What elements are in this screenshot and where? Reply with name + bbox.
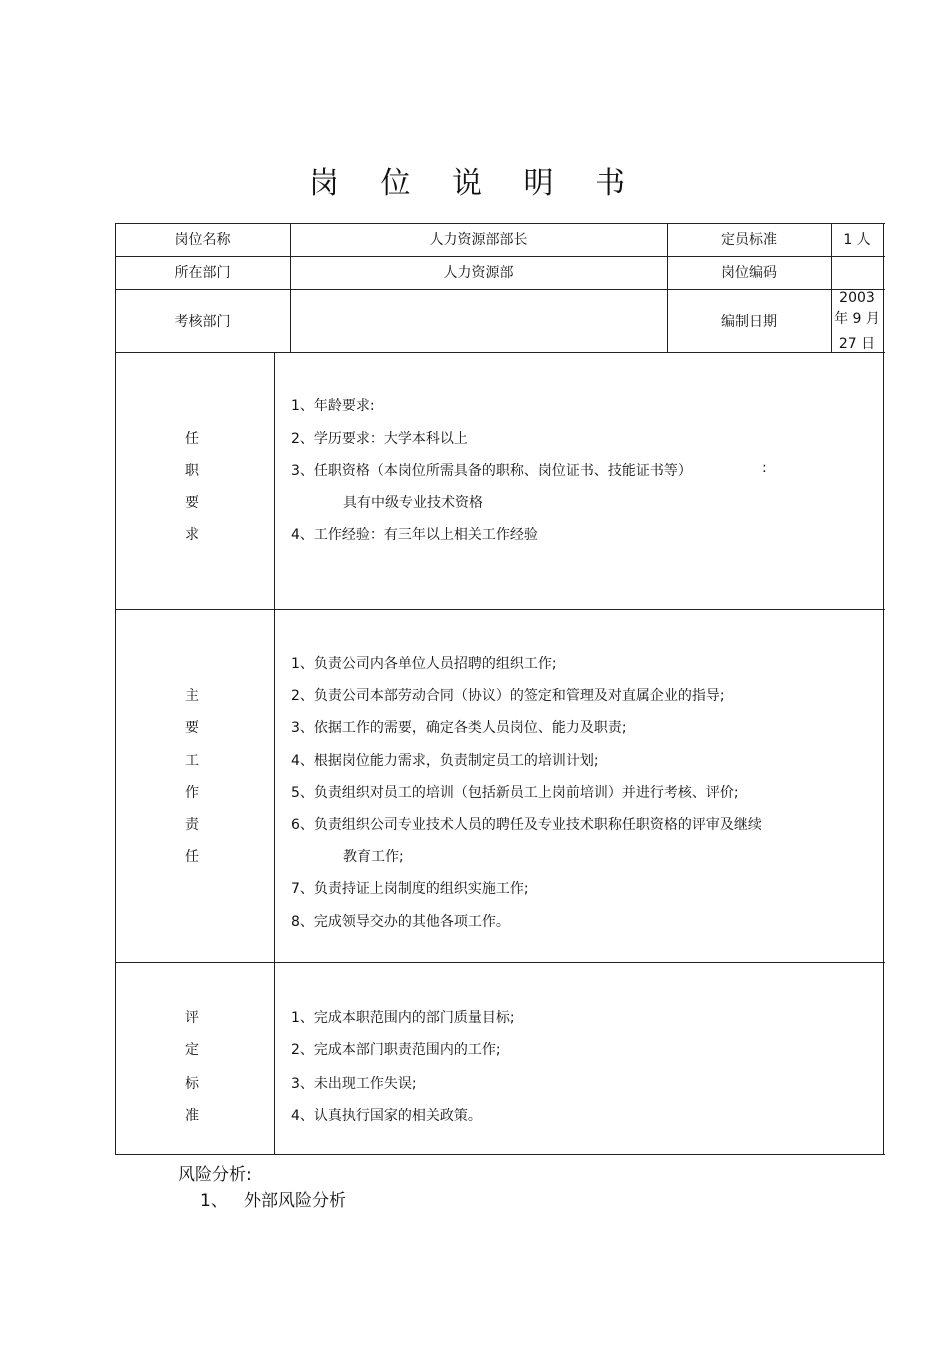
label-position-code: 岗位编码 — [721, 265, 777, 281]
label-char: 定 — [185, 1042, 199, 1058]
label-char: 任 — [185, 849, 199, 865]
label-char: 准 — [185, 1108, 199, 1124]
risk-subheading-text: 外部风险分析 — [244, 1191, 346, 1211]
requirement-item: 2、学历要求：大学本科以上 — [291, 431, 468, 447]
label-char: 责 — [185, 817, 199, 833]
duty-item: 8、完成领导交办的其他各项工作。 — [291, 914, 510, 930]
document-title: 岗 位 说 明 书 — [308, 166, 642, 201]
value-compile-date-month: 年 9 月 — [834, 311, 880, 327]
criteria-item: 2、完成本部门职责范围内的工作; — [291, 1042, 501, 1058]
duty-item: 4、根据岗位能力需求，负责制定员工的培训计划; — [291, 753, 599, 769]
label-char: 标 — [185, 1076, 199, 1092]
duty-item: 7、负责持证上岗制度的组织实施工作; — [291, 881, 529, 897]
value-position-name: 人力资源部部长 — [429, 232, 528, 248]
label-char: 作 — [185, 785, 199, 801]
risk-subheading-number: 1、 — [200, 1191, 228, 1211]
label-char: 要 — [185, 720, 199, 736]
label-char: 求 — [185, 527, 199, 543]
criteria-item: 4、认真执行国家的相关政策。 — [291, 1108, 482, 1124]
duty-item: 1、负责公司内各单位人员招聘的组织工作; — [291, 656, 557, 672]
criteria-item: 1、完成本职范围内的部门质量目标; — [291, 1010, 515, 1026]
duty-item-continued: 教育工作; — [343, 849, 404, 865]
label-position-name: 岗位名称 — [174, 232, 231, 248]
value-compile-date-day: 27 日 — [838, 336, 876, 352]
value-staffing-quota: 1 人 — [843, 232, 871, 248]
label-char: 工 — [185, 753, 199, 769]
label-char: 评 — [185, 1010, 199, 1026]
value-compile-date-year: 2003 — [839, 290, 875, 306]
requirement-colon: : — [762, 460, 767, 476]
requirement-item: 1、年龄要求: — [291, 398, 375, 414]
label-assessment-department: 考核部门 — [174, 314, 231, 330]
duty-item: 2、负责公司本部劳动合同（协议）的签定和管理及对直属企业的指导; — [291, 688, 725, 704]
requirement-item: 3、任职资格（本岗位所需具备的职称、岗位证书、技能证书等） — [291, 463, 692, 479]
requirement-item: 4、工作经验：有三年以上相关工作经验 — [291, 527, 538, 543]
label-char: 主 — [185, 688, 199, 704]
criteria-item: 3、未出现工作失误; — [291, 1076, 417, 1092]
label-char: 职 — [185, 463, 199, 479]
label-char: 要 — [185, 495, 199, 511]
requirement-item-continued: 具有中级专业技术资格 — [343, 495, 483, 511]
label-compile-date: 编制日期 — [721, 314, 777, 330]
value-department: 人力资源部 — [443, 265, 514, 281]
duty-item: 5、负责组织对员工的培训（包括新员工上岗前培训）并进行考核、评价; — [291, 785, 739, 801]
duty-item: 3、依据工作的需要，确定各类人员岗位、能力及职责; — [291, 720, 627, 736]
label-department: 所在部门 — [174, 265, 231, 281]
label-char: 任 — [185, 431, 199, 447]
duty-item: 6、负责组织公司专业技术人员的聘任及专业技术职称任职资格的评审及继续 — [291, 817, 762, 833]
risk-analysis-heading: 风险分析: — [178, 1165, 252, 1185]
label-staffing-quota: 定员标准 — [721, 232, 777, 248]
